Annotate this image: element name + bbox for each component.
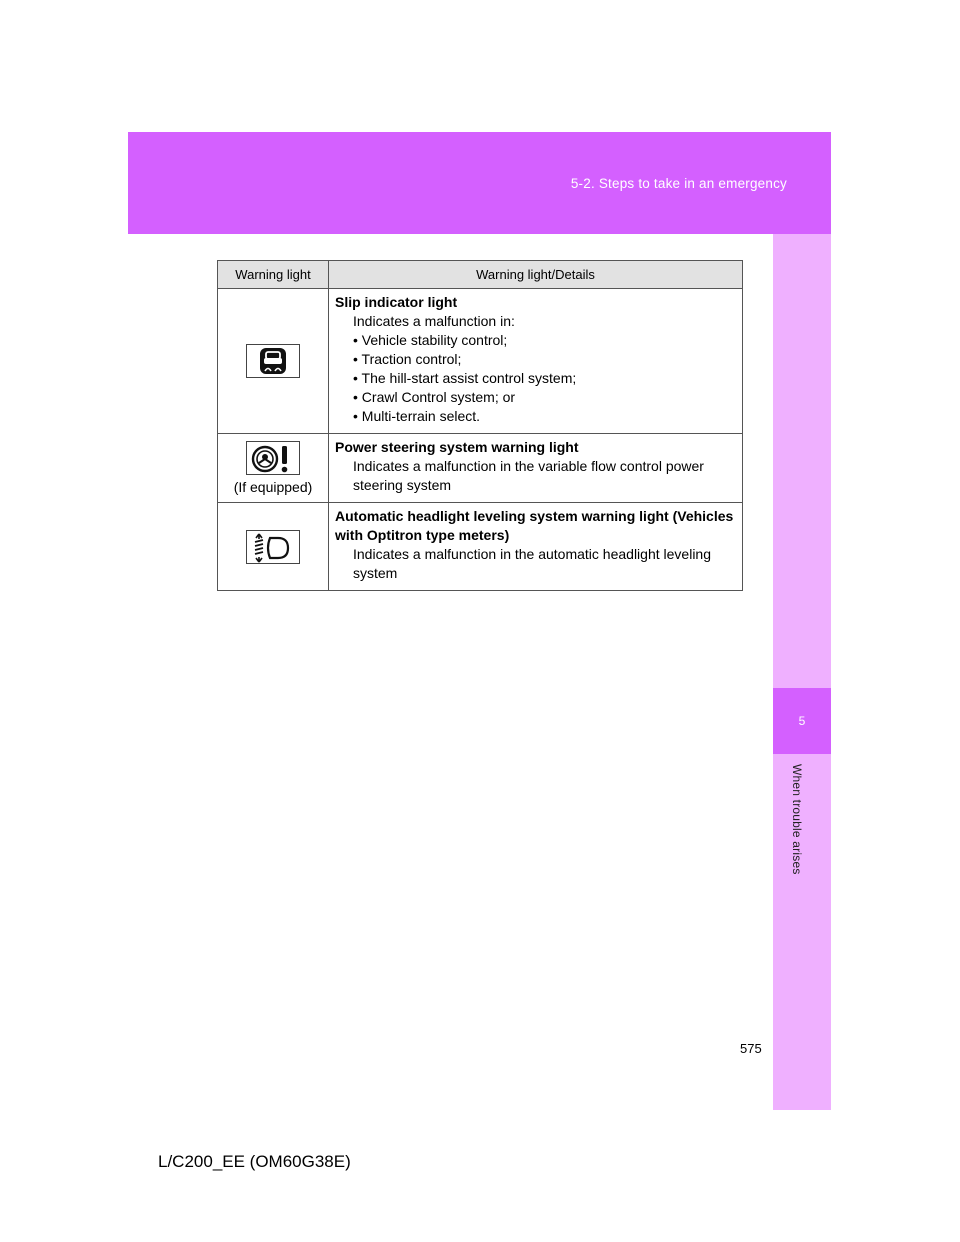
document-code: L/C200_EE (OM60G38E) (158, 1152, 351, 1171)
table-row (218, 434, 743, 503)
icon-cell (218, 503, 329, 591)
chapter-number: 5 (798, 714, 806, 728)
power-steering-warning-icon (246, 441, 300, 475)
row-title: Automatic headlight leveling system warning light (Vehicles with Optitron type meters) (335, 508, 734, 543)
headlight-leveling-warning-icon (246, 530, 300, 564)
column-header-warning-light: Warning light (218, 261, 329, 289)
list-item: • Traction control; (353, 351, 462, 367)
chapter-number-box (773, 688, 831, 754)
list-item: • The hill-start assist control system; (353, 370, 577, 386)
header-band (128, 132, 831, 234)
row-title: Power steering system warning light (335, 439, 579, 455)
table-row (218, 503, 743, 591)
detail-cell (329, 289, 743, 434)
warning-light-table (217, 260, 743, 591)
table-row (218, 289, 743, 434)
row-description: Indicates a malfunction in the automatic headlight leveling system (353, 546, 711, 581)
row-description: Indicates a malfunction in: (353, 313, 515, 329)
if-equipped-note: (If equipped) (233, 479, 313, 495)
icon-cell (218, 434, 329, 503)
table-header-row (218, 261, 743, 289)
column-header-details: Warning light/Details (329, 261, 743, 289)
chapter-label: When trouble arises (790, 764, 804, 875)
slip-indicator-icon (246, 344, 300, 378)
section-title: 5-2. Steps to take in an emergency (570, 176, 787, 191)
detail-cell (329, 503, 743, 591)
chapter-side-tab (773, 234, 831, 1110)
page-number: 575 (740, 1041, 762, 1056)
row-title: Slip indicator light (335, 294, 458, 310)
icon-cell (218, 289, 329, 434)
list-item: • Multi-terrain select. (353, 408, 481, 424)
row-description: Indicates a malfunction in the variable flow control power steering system (353, 458, 704, 493)
list-item: • Vehicle stability control; (353, 332, 508, 348)
list-item: • Crawl Control system; or (353, 389, 516, 405)
detail-cell (329, 434, 743, 503)
